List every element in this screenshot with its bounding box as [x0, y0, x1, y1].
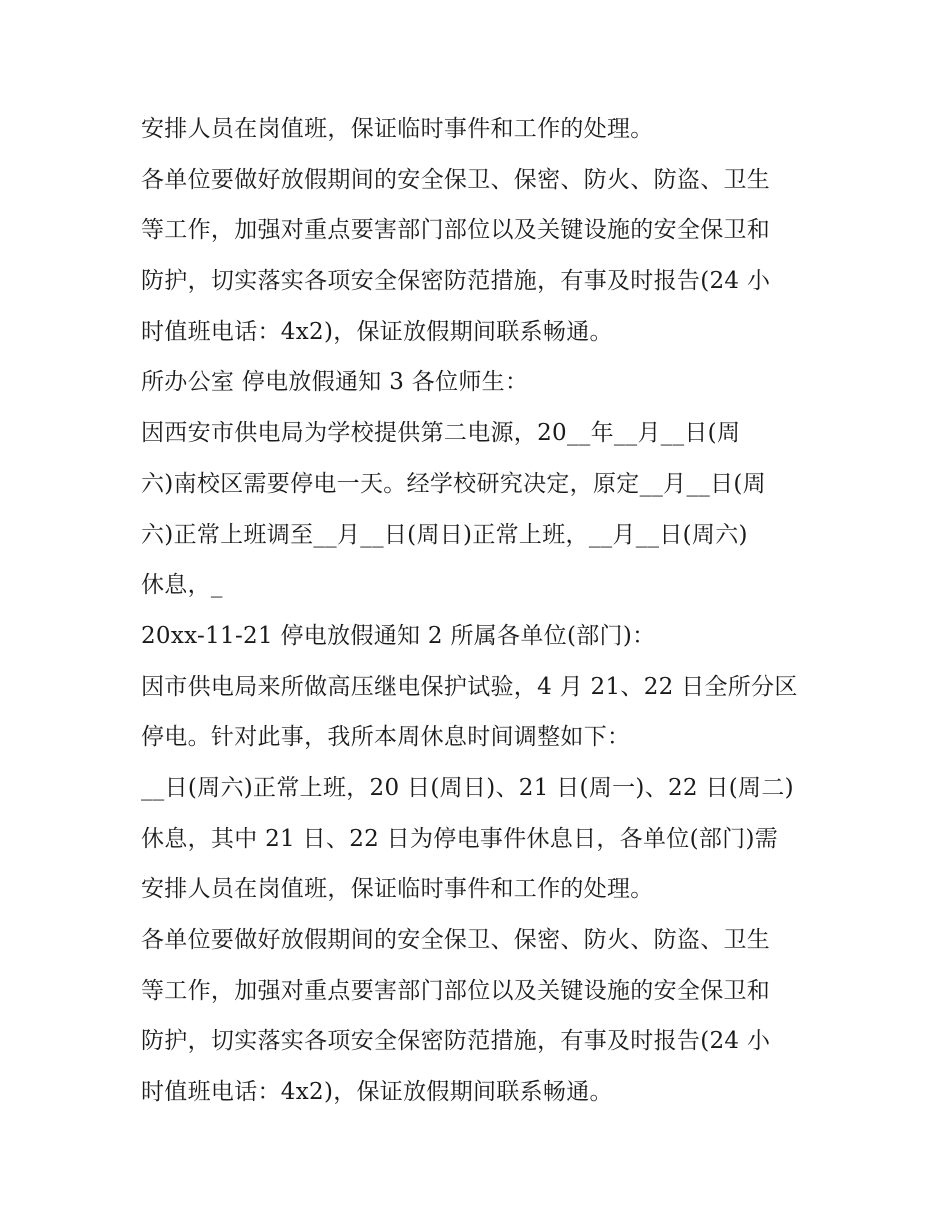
text-line: 六)南校区需要停电一天。经学校研究决定，原定__月__日(周 — [141, 470, 766, 497]
text-line: 安排人员在岗值班，保证临时事件和工作的处理。 — [141, 116, 654, 142]
text-line: 安排人员在岗值班，保证临时事件和工作的处理。 — [141, 876, 654, 903]
document-body — [141, 104, 821, 1118]
text-line: 六)正常上班调至__月__日(周日)正常上班，__月__日(周六) — [141, 521, 748, 548]
text-line: 20xx-11-21 停电放假通知 2 所属各单位(部门)： — [141, 622, 656, 649]
text-line: 防护，切实落实各项安全保密防范措施，有事及时报告(24 小 — [141, 268, 771, 295]
text-line: 时值班电话：4x2)，保证放假期间联系畅通。 — [141, 1079, 613, 1106]
text-line: 因西安市供电局为学校提供第二电源，20__年__月__日(周 — [141, 420, 741, 447]
text-line: 各单位要做好放假期间的安全保卫、保密、防火、防盗、卫生 — [141, 166, 771, 193]
text-line: 等工作，加强对重点要害部门部位以及关键设施的安全保卫和 — [141, 977, 771, 1004]
text-line: 时值班电话：4x2)，保证放假期间联系畅通。 — [141, 318, 613, 345]
text-line: 所办公室 停电放假通知 3 各位师生： — [141, 369, 529, 396]
text-line: 停电。针对此事，我所本周休息时间调整如下： — [141, 724, 631, 751]
text-line: 因市供电局来所做高压继电保护试验，4 月 21、22 日全所分区 — [141, 673, 798, 700]
text-line: __日(周六)正常上班，20 日(周日)、21 日(周一)、22 日(周二) — [141, 774, 794, 801]
text-line: 防护，切实落实各项安全保密防范措施，有事及时报告(24 小 — [141, 1028, 771, 1055]
text-line: 休息，其中 21 日、22 日为停电事件休息日，各单位(部门)需 — [141, 825, 779, 852]
text-line: 等工作，加强对重点要害部门部位以及关键设施的安全保卫和 — [141, 217, 771, 244]
text-line: 各单位要做好放假期间的安全保卫、保密、防火、防盗、卫生 — [141, 927, 771, 953]
text-line: 休息，_ — [141, 572, 223, 599]
